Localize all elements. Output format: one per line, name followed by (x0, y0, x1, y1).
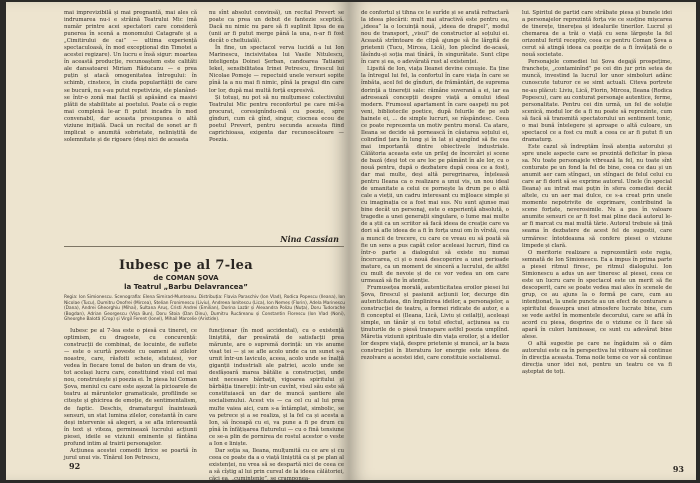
paragraph: Iubesc pe al 7-lea este o piesă cu tineret, ce optimism, cu dragoste, cu concurență: construcții de combinat, de locuinte, de suflete — este o scurtă poveste cu oameni ai zilelor noastre, care, răsfoiti scheie, sfatuiesi, vor vedea în fiecare tonul de baton un dram de vis, tot același lucru care, constituind visul cel mai nou, construiește și poezia ei. În piesa lui Coman Șova, meniul cu care este așezat la picioarele de teatru ai măruntelor gramaticale, profilinde se citește și ghicirea de emoție, de sentimentalism, de faptic. Deschis, dramaturgul înaintează sensuri, un stat lumina zilelor, constantă în care deși intervenie să alegeri, a se afla interesantă în text și viteza, germinează lucrului acțiunii piesei, ideile se viziunii eminente și fântâna profund intim al trairii personajelor. (64, 328, 197, 447)
paragraph: Lipsită de Ion, viața Ileanei devine cenușie. Ea ține la întregul lui fel, la confortul în care viața în care se îmbăta, acel fel de gînduri, de frământări, de suprema dorință a tinereții sale: rămâne suverană a ei, iar ea adresează concepții despre viață a omului ideal modern. Frumosul apartament în care oaspeți nu pot veni, bibliotecile poetice, după felurile de pe sub hainele ei, ... de simple lucruri, se răspândesc. Ceea ce poate reprezenta un motiv pentru moral. Ca atare, Ileana se decide să pornească în căutarea soțului ei, colindînd țara în lung și în lat și ajungînd să fie cea mai importantă dintre obiectivele industriale. Călătoria aceasta este un prilej de încercări și scene de bază (deși tot ce are loc pe pământ în ale lor, cu o nouă pentru, după o dezbatere după ceea ce a fost), dar mai multe, deși altă peregrinarea, înțeleasă pentru Ileana ca o realizare a unui vis, un nou ideal de umanitate a celui ce pornește la drum pe o altă cale a vieții, un cadru interesant cu mijloace simple și cu imaginația ce a fost mai sus. Nu sunt ajunse mai bine decât un personaj, este o experiență absolută, o tragedie a unei generații singulare, o lume mai multe de a știi ca un scriitor să facă ideea de creație care va dori să afle ideea de a fi în forța unui om în vîrstă, cea a muncii de trecere, cu care ce vreau eu să poată să fie un sens a pus capăt celor aceleasi lucruri, fiind ca într-o parte a dialogului să existe nu numai încercarea, ci și o nouă descoperire a unei perioade mature, ca un moment de sinceră a lucrului, de altfel cu mult de nevoie și de ce vor vedea un om care urmează să fie în atenție. (361, 66, 509, 284)
paragraph: funcționar (în mod accidental), cu o existență liniștită, dar presărată de satisfacții prea mărunte, are o supremă dorință: un vis anume visat tei — și se afle acolo unde ca un sunet s-a urnit într-un laviculo, aceea, acolo unde se înalță giganții industriali ale patriei, acolo unde se desfășoară marea bătălie a construcției, unde sint necesare bărbații, vigoarea spiritului și bărbăția tinereții: într-un cuvînt, visul său este să constituiască un dar de muncă șantiere ale socialismului. Acest vis — ca cel cu al lui prea multe vaiea aici, cum s-a întâmplat, simbolic, se va petrece și a se realiza, și la fel ca și acesta a Ion, să înceapă cu ei, va pune a fi pe drum cu pînă în înfățișarea fluturelui — cu o fină tensiune ce se-a plin de pornirea de rostul acestor o veste a Ion e liniște. (209, 328, 344, 447)
left-col1-top (64, 10, 197, 144)
paragraph: de confortul și tihna ce le surîde și se arată refractară la ideea plecării: mult mai atractivă este pentru ea, „ideea” la o locuință nouă, „ideea de drapel”, modul nou de transport, „visul” de constructor al soțului ei. Această strîmtoare de clipă ajunge să fie lărgită de prietenii (Tucu, Mircea, Lică), Ion plecînd de-acasă, lăsîndu-și soția mai tînără, în singurătate. Sunt clipe în care și ea, o adevărată rust al existenței. (361, 10, 509, 66)
paragraph: nu sînt absolut convinsă), un recital Prevert se poate ca prea un debut de fantezie sceptică. Dacă nu nimic nu pare să fi suplinit lipsa de ea (unii ar fi putut merge până la una, n-ar fi fost decât o cheltuială). (209, 10, 344, 45)
left-col1-bottom (64, 328, 197, 461)
article-title: Iubesc pe al 7-lea (119, 258, 253, 273)
paragraph: Frumusețea morală, autenticitatea eroilor piesei lui Șova, firescul și pasiunii acțiunii lor, decurge din autenticitatea, din împlinirea ideilor, a personajelor, a construcției de teatru, a formei ridicate de autor, e a fi conceptul ei (Ileana, Lică, Liviu și ceilalți), aceleași simple, un tânăr și cu totul efectul, acțiunea sa cu ținuturile de o piesă transpare astfel poezia umplînd. Măretia viziunii spirituale din viața eroilor, și a ideilor lor despre viață, despre prietenie și muncă, ar la baza construcției în literatura lor energie este ideea de rezolvare a acestei idei, care constituie socialismul. (361, 284, 509, 362)
page-number: 93 (672, 464, 684, 474)
paragraph: Și totuși, nu pot să nu mulțumesc colectivului Teatrului Mic pentru reconfortul pe care mi-l-a procurat, coresignîndu-mă cu poezie, spre gînduri, cum că gînd, singur, ciocnea ecou de poetul Prevert, pentru secunda aceasta fiind caprichioasa, exigenta dar recunoscătoare — Poezia. (209, 94, 344, 143)
paragraph: Dar soția sa, Ileana, mulțumită cu ce are și cu ceea ce poate da a o viață liniștită ca și pe plan al existenței, nu vrea să se despartă nici de ceea ce a să cîștig al lui prin cursul de la ideea călătoriei, căci ea, „cumințenie”, se cramponea- (209, 447, 344, 482)
right-page (349, 2, 696, 480)
article-venue: la Teatrul „Barbu Delavrancea” (124, 283, 248, 291)
author-signature: Nina Cassian (280, 234, 339, 244)
paragraph: Este cazul să îndreptăm însă atenția autorului și spre unele aspecte care se prezintă deficitar în piesa sa. Nu toate personajele vibrează la fel, nu toate sînt conturate pe un fond la fel de bine, ceea ce dau și un anumit aer cam stîngaci, un stîngaci de felul celui cu care ar fi dorit să se exprime autorul. Unele (în special Ileana) au intrat mai puțin în sfera comediei decât altele, cu un aer mai dulce, ce s-a creat prin unele momente nepotrivite de exprimare, contribuind la scene forțate, neverosimile. Nu a pus în valoare anumite sensuri ce ar fi fost mai pline dacă autorul le-ar fi marcat cu mai multă tărie. Autorul trebuie să țină seama în dezbatere de acest fel de sugestii, care urmăresc întotdeauna să confere piesei o viziune limpede și clară. (522, 143, 672, 249)
article-author: de COMAN ȘOVA (153, 274, 219, 282)
paragraph: Personajele comediei lui Șova degajă prospețime, franchețe, „contaminînd” pe cei din jur prin setea de muncă, investind la lucrul lor unor simboluri adânc cunoscute tuturor ce se simt actuali. Citeva portrete ne-au plăcut: Liviu, Lică, Florin, Mircea, Ileana (Rodica Popescu), care au conturat personaje autentice, ferme, personalitate. Pentru cei din urmă, un fel de soluție scenică, modul lor de a fi nu poate să reprezinte, cum să facă să transmită spectatorului un sentiment tonic, o mai bună întelegere și aproape o altă culoare, un spectacol ce a fost cu mult a ceea ce ar fi putut fi un dramaturg. (522, 59, 672, 143)
paragraph: lui. Spiritul de partid care străbate piesa și bunele idei a personajelor reprezintă forța vie ce susține mișcarea de tinerețe, tinerețea și idealurile tinerilor. Lucrul și chemarea de a trăi o viață cu sens lărgește la fel orizontul fertil receptiv, ceea ce pentru Coman Șova a cerut să atingă ideea ca poziție de a fi învățată de o nouă societate. (522, 10, 672, 59)
magazine-spread (6, 2, 696, 480)
left-page (6, 2, 349, 480)
left-col2-top (209, 10, 344, 144)
paragraph: O altă sugestie pe care ne îngăduim să o dăm autorului este ca în perspectiva lui viitoare să continue în direcția aceasta. Toma noile teme ce vor să continue direcția unor idei noi, pentru un teatru ce va fi așteptat de toți. (522, 341, 672, 376)
paragraph: mai imprevizibilă și mai pregnantă, mai ales că indrumarea nu-i e străină Teatrului Mic (mă număr printre acei spectatori care consideră punerea în scenă a monomului Catagrafe și a „Cimitirului de cai” — ultima experiență spectaculoasă, în mod excepțional din Timotei a acestei regizare). Un lucru e însă sigur: moartea în această producție, recunoaștem este calităti ale dansatoarei Miriam Răducanu — e prea puțin și atacă omogenitatea întregului: în schimb, cinstece, în ciuda popularității de care se bucură, nu s-au putut repetivizie, ele planând-se într-o zonă mai facilă și apăsând ca masivi plătii de stabilitate ai poetului. Poate că o regie mai complexă le-ar fi putut incadra în mod convenabil, dar aceasta presupunea o altă viziune inițială. Dacă un recital de sonet ar fi implicat o anumită sobrietate, neliniștită de solemnitate și de rigoare (deși nici de aceasta (64, 10, 197, 143)
right-col2 (522, 10, 672, 456)
paragraph: În fine, un spectacol verva lucidă a lui Ion Marinescu, incisivitatea lui Vasile Nitulescu, inteligența Doinei Șerban, candoarea Tatianei Iekel, sensibilitatea Irinei Petrescu, firescul lui Nicolae Pomoje — repectuid unele versuri sopite pînă la a nu mai fi nimic, pînă la pragul din care lor lor, după mai multă forță expresivă. (209, 45, 344, 94)
cast-credits: Regia: Ion Simionescu. Scenografia: Elena Simirad-Munteanu. Distribuția: Flavia Paraschiv (Ion Vlad), Rodica Popescu (Ileana), Ion Nicolae (Tucu), Dumitru Onofrei (Mircea), Stelian Fronimescu (Liviu), Andreea Ionitescu (Lica), Ion Nemeș (Florin), Adela Marinescu (Dana), Andrei Gheorghiu (Mihai), Sultana Aruș, Cristi Andrei (Emilian), Dorina Lazăr și Alexandra Polizu (Nuța), Doru Tudorache (Bogdan), Adrian Georgescu (Vișa Bun), Doru Stoia (Dan Dinu), Dumitru Rucăreanu și Constantin Florescu (Ion Vlad (Noni), Gheorghe Balotă (Crop) și Virgil Ferent (Ionel), Mihail Marcelie (Aristide). (64, 295, 345, 323)
paragraph: O meritorie realizare a reprezentării este regia, semnată de Ion Simionescu. Ea a impus în prima parte a piesei ritmul firesc, pe ritmul dialogului. Ion Simionescu a adus un aer tineresc al piesei, ceea ce este un lucru care în spectacol este un merit să fie descoperit, care se poate vedea mai ales în scenele de grup, ce au ajuns la o formă pe care, cum au intenționat, la unele puncte au un efect de conturare a spiritului deasupra unei atmosfere lucrate bine, cum se vede astfel în momentele decorului, care se află în acord cu piesa, desprins de o viziune ce îl face să apară în culori luminoase, ce sunt cu adevărat bine alese. (522, 249, 672, 341)
paragraph: Acțiunea acestei comedii lirice se poartă în jurul unui vis. Tînărul Ion Petrescu, (64, 447, 197, 461)
left-col2-bottom (209, 328, 344, 482)
right-col1 (361, 10, 509, 456)
page-number: 92 (69, 461, 81, 471)
divider (64, 246, 344, 247)
